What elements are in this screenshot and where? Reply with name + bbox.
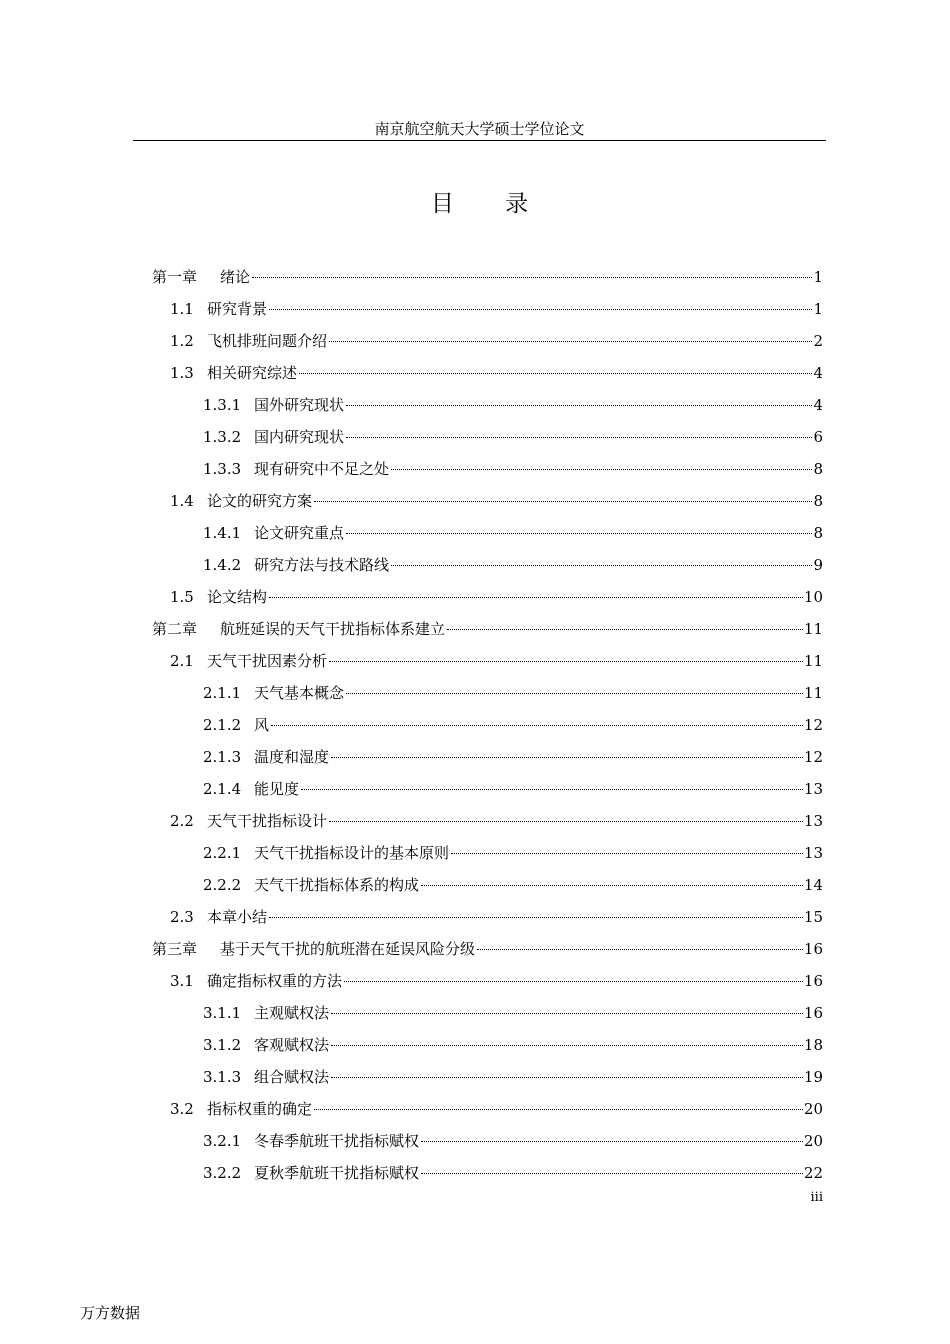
toc-entry-page: 15 [803, 908, 823, 926]
toc-entry-label: 指标权重的确定 [207, 1100, 313, 1118]
toc-entry-number: 2.1.3 [203, 748, 242, 766]
dot-leader [331, 1045, 803, 1046]
toc-entry[interactable] [203, 1163, 823, 1183]
toc-entry[interactable] [170, 587, 823, 607]
toc-entry-number: 3.1.1 [203, 1004, 242, 1022]
toc-entry-number: 2.2 [170, 812, 194, 830]
toc-entry[interactable] [203, 459, 823, 479]
dot-leader [346, 693, 803, 694]
toc-entry-number: 1.2 [170, 332, 194, 350]
toc-entry-number: 2.3 [170, 908, 194, 926]
toc-entry-label: 天气干扰指标体系的构成 [254, 876, 420, 894]
toc-entry-page: 13 [803, 812, 823, 830]
toc-entry[interactable] [203, 875, 823, 895]
dot-leader [346, 405, 812, 406]
dot-leader [421, 1141, 803, 1142]
toc-entry[interactable] [203, 779, 823, 799]
dot-leader [314, 1109, 803, 1110]
toc-entry-page: 8 [813, 460, 823, 478]
toc-entry-page: 16 [803, 972, 823, 990]
toc-entry[interactable] [203, 747, 823, 767]
toc-entry-page: 12 [803, 716, 823, 734]
toc-entry-page: 6 [813, 428, 823, 446]
dot-leader [391, 469, 812, 470]
toc-entry-label: 现有研究中不足之处 [254, 460, 390, 478]
toc-entry-number: 3.1.2 [203, 1036, 242, 1054]
toc-entry-number: 第一章 [152, 268, 198, 286]
toc-entry-number: 1.4.2 [203, 556, 242, 574]
toc-entry[interactable] [152, 267, 823, 287]
toc-entry-number: 3.1.3 [203, 1068, 242, 1086]
toc-entry[interactable] [203, 843, 823, 863]
toc-entry-number: 2.1.2 [203, 716, 242, 734]
toc-entry-page: 1 [813, 268, 823, 286]
toc-entry-page: 10 [803, 588, 823, 606]
toc-entry-label: 论文研究重点 [254, 524, 345, 542]
toc-entry-number: 1.3 [170, 364, 194, 382]
toc-entry[interactable] [170, 907, 823, 927]
toc-entry-label: 基于天气干扰的航班潜在延误风险分级 [220, 940, 476, 958]
toc-entry-label: 能见度 [254, 780, 300, 798]
dot-leader [451, 853, 803, 854]
toc-entry-number: 3.2.1 [203, 1132, 242, 1150]
toc-entry-label: 夏秋季航班干扰指标赋权 [254, 1164, 420, 1182]
toc-entry-label: 冬春季航班干扰指标赋权 [254, 1132, 420, 1150]
toc-entry[interactable] [203, 555, 823, 575]
toc-entry-page: 12 [803, 748, 823, 766]
dot-leader [252, 277, 812, 278]
toc-entry-label: 飞机排班问题介绍 [207, 332, 328, 350]
header-rule [133, 140, 826, 141]
dot-leader [301, 789, 803, 790]
toc-entry-page: 14 [803, 876, 823, 894]
toc-entry[interactable] [170, 363, 823, 383]
toc-entry-number: 1.3.1 [203, 396, 242, 414]
toc-entry-page: 8 [813, 524, 823, 542]
running-header: 南京航空航天大学硕士学位论文 [374, 120, 585, 138]
dot-leader [421, 885, 803, 886]
toc-entry-label: 温度和湿度 [254, 748, 330, 766]
toc-entry[interactable] [203, 523, 823, 543]
toc-entry-page: 22 [803, 1164, 823, 1182]
dot-leader [331, 1077, 803, 1078]
dot-leader [329, 821, 803, 822]
toc-entry[interactable] [152, 939, 823, 959]
toc-entry-page: 20 [803, 1100, 823, 1118]
dot-leader [299, 373, 812, 374]
toc-entry-label: 国内研究现状 [254, 428, 345, 446]
toc-entry-number: 1.5 [170, 588, 194, 606]
toc-entry-page: 11 [803, 620, 823, 638]
toc-entry-number: 2.2.2 [203, 876, 242, 894]
toc-entry-label: 相关研究综述 [207, 364, 298, 382]
dot-leader [477, 949, 803, 950]
toc-entry-label: 研究背景 [207, 300, 268, 318]
toc-entry-label: 研究方法与技术路线 [254, 556, 390, 574]
dot-leader [331, 1013, 803, 1014]
toc-entry-page: 18 [803, 1036, 823, 1054]
toc-entry-number: 1.3.3 [203, 460, 242, 478]
dot-leader [421, 1173, 803, 1174]
dot-leader [346, 437, 812, 438]
watermark: 万方数据 [80, 1304, 141, 1322]
dot-leader [329, 661, 803, 662]
page-number: iii [810, 1190, 823, 1205]
toc-entry-number: 3.2.2 [203, 1164, 242, 1182]
toc-entry[interactable] [203, 1131, 823, 1151]
toc-entry-label: 天气基本概念 [254, 684, 345, 702]
toc-entry-label: 绪论 [220, 268, 251, 286]
toc-entry-label: 论文结构 [207, 588, 268, 606]
toc-entry[interactable] [170, 491, 823, 511]
toc-entry[interactable] [170, 1099, 823, 1119]
toc-entry[interactable] [203, 427, 823, 447]
toc-entry-number: 第二章 [152, 620, 198, 638]
toc-entry[interactable] [203, 683, 823, 703]
toc-entry-number: 1.1 [170, 300, 194, 318]
toc-entry-page: 4 [813, 396, 823, 414]
toc-entry-page: 4 [813, 364, 823, 382]
toc-entry-number: 2.2.1 [203, 844, 242, 862]
toc-entry-page: 19 [803, 1068, 823, 1086]
toc-entry-page: 11 [803, 652, 823, 670]
toc-entry-label: 本章小结 [207, 908, 268, 926]
toc-entry-page: 1 [813, 300, 823, 318]
toc-entry[interactable] [203, 1003, 823, 1023]
toc-entry-label: 航班延误的天气干扰指标体系建立 [220, 620, 446, 638]
dot-leader [391, 565, 812, 566]
toc-entry-number: 1.4.1 [203, 524, 242, 542]
dot-leader [329, 341, 812, 342]
toc-entry-label: 组合赋权法 [254, 1068, 330, 1086]
toc-entry[interactable] [203, 395, 823, 415]
toc-entry-number: 3.2 [170, 1100, 194, 1118]
toc-title: 目 录 [430, 191, 551, 217]
toc-entry-page: 13 [803, 844, 823, 862]
toc-entry-page: 20 [803, 1132, 823, 1150]
toc-entry[interactable] [203, 715, 823, 735]
toc-entry-label: 国外研究现状 [254, 396, 345, 414]
dot-leader [346, 533, 812, 534]
dot-leader [447, 629, 803, 630]
toc-entry[interactable] [203, 1067, 823, 1087]
toc-entry-label: 天气干扰指标设计的基本原则 [254, 844, 450, 862]
toc-entry[interactable] [203, 1035, 823, 1055]
dot-leader [269, 917, 803, 918]
toc-entry-number: 1.4 [170, 492, 194, 510]
toc-entry[interactable] [170, 299, 823, 319]
toc-entry[interactable] [170, 331, 823, 351]
toc-entry-number: 2.1.1 [203, 684, 242, 702]
toc-entry-page: 13 [803, 780, 823, 798]
dot-leader [344, 981, 803, 982]
toc-entry-page: 9 [813, 556, 823, 574]
toc-entry-label: 客观赋权法 [254, 1036, 330, 1054]
toc-entry-page: 8 [813, 492, 823, 510]
dot-leader [269, 597, 803, 598]
dot-leader [269, 309, 812, 310]
toc-entry-page: 2 [813, 332, 823, 350]
toc-entry-number: 2.1.4 [203, 780, 242, 798]
toc-entry-label: 论文的研究方案 [207, 492, 313, 510]
toc-entry-page: 16 [803, 1004, 823, 1022]
dot-leader [331, 757, 803, 758]
toc-entry-label: 天气干扰指标设计 [207, 812, 328, 830]
toc-entry-label: 确定指标权重的方法 [207, 972, 343, 990]
toc-entry-label: 风 [254, 716, 270, 734]
toc-entry-label: 天气干扰因素分析 [207, 652, 328, 670]
toc-entry-label: 主观赋权法 [254, 1004, 330, 1022]
toc-entry[interactable] [170, 651, 823, 671]
dot-leader [271, 725, 803, 726]
toc-entry-number: 2.1 [170, 652, 194, 670]
toc-entry[interactable] [170, 811, 823, 831]
dot-leader [314, 501, 812, 502]
toc-entry-number: 1.3.2 [203, 428, 242, 446]
toc-entry-number: 第三章 [152, 940, 198, 958]
toc-entry[interactable] [170, 971, 823, 991]
toc-entry-page: 11 [803, 684, 823, 702]
toc-entry[interactable] [152, 619, 823, 639]
toc-entry-number: 3.1 [170, 972, 194, 990]
toc-entry-page: 16 [803, 940, 823, 958]
